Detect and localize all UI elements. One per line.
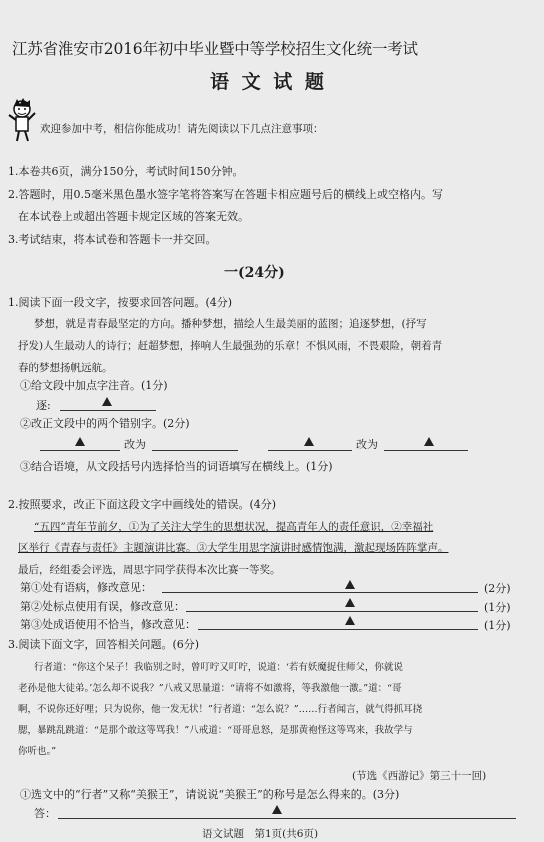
q2-item-1: 第①处有语病，修改意见： (20, 581, 152, 594)
q1-change-label-1: 改为 (124, 438, 146, 451)
q3-passage-line-5: 你听也。” (18, 746, 57, 757)
q2-passage-line-3: 最后，经组委会评选，周思宇同学获得本次比赛一等奖。 (18, 564, 281, 576)
triangle-marker-icon (424, 437, 434, 446)
q2-passage-line-2: 区举行《青春与责任》主题演讲比赛。③大学生用思字演讲时感情饱满，激起现场阵阵掌声。 (18, 542, 449, 554)
triangle-marker-icon (345, 598, 355, 607)
q3-prompt: 3.阅读下面文字，回答相关问题。(6分) (8, 638, 200, 651)
triangle-marker-icon (272, 805, 282, 814)
q2-item-3-blank[interactable] (198, 628, 478, 630)
note-2-cont: 在本试卷上或超出答题卡规定区域的答案无效。 (18, 210, 249, 223)
q3-sub1: ①选文中的“行者”又称“美猴王”，请说说“美猴王”的称号是怎么得来的。(3分) (20, 788, 400, 801)
note-1: 1.本卷共6页，满分150分，考试时间150分钟。 (8, 165, 244, 178)
triangle-marker-icon (304, 437, 314, 446)
triangle-marker-icon (75, 437, 85, 446)
q2-item-3-score: (1分) (484, 619, 511, 632)
q1-prompt: 1.阅读下面一段文字，按要求回答问题。(4分) (8, 296, 233, 309)
q1-passage-line-3: 春的梦想扬帆远航。 (18, 362, 113, 374)
q1-sub2-blank-2[interactable] (152, 449, 238, 451)
q1-sub1-word: 逐: (36, 399, 51, 412)
cartoon-boy-icon (7, 97, 37, 143)
q2-passage-line-1: “五四”青年节前夕，①为了关注大学生的思想状况，提高青年人的责任意识，②幸福社 (34, 521, 434, 533)
q1-sub2-blank-4[interactable] (384, 449, 468, 451)
q2-item-3: 第③处成语使用不恰当，修改意见： (20, 618, 196, 631)
welcome-text: 欢迎参加中考，相信你能成功！请先阅读以下几点注意事项： (40, 123, 324, 135)
q3-source: (节选《西游记》第三十一回) (352, 770, 487, 782)
q2-item-2: 第②处标点使用有误，修改意见： (20, 600, 185, 613)
q1-sub3: ③结合语境，从文段括号内选择恰当的词语填写在横线上。(1分) (20, 460, 333, 473)
q2-item-1-score: (2分) (484, 582, 511, 595)
q1-sub1-blank[interactable] (60, 409, 156, 411)
exam-title: 江苏省淮安市2016年初中毕业暨中等学校招生文化统一考试 (12, 40, 418, 58)
q3-answer-label: 答： (34, 807, 56, 820)
q1-sub2: ②改正文段中的两个错别字。(2分) (20, 417, 190, 430)
note-3: 3.考试结束，将本试卷和答题卡一并交回。 (8, 233, 217, 246)
section-title: 一(24分) (224, 265, 285, 281)
triangle-marker-icon (102, 397, 112, 406)
note-2: 2.答题时，用0.5毫米黑色墨水签字笔将答案写在答题卡相应题号后的横线上或空格内。写 (8, 188, 443, 201)
q1-change-label-2: 改为 (356, 438, 378, 451)
subject-title: 语 文 试 题 (210, 71, 327, 93)
q1-passage-line-1: 梦想，就是青春最坚定的方向。播种梦想，描绘人生最美丽的蓝图；追逐梦想，(抒写 (34, 318, 427, 330)
q2-prompt: 2.按照要求，改正下面这段文字中画线处的错误。(4分) (8, 498, 277, 511)
q2-item-2-blank[interactable] (186, 610, 478, 612)
q3-passage-line-3: 啊，不说你还好哩；只为说你，他一发无状！”行者道：“怎么说？”……行者闻言，就气得抓耳挠 (18, 704, 423, 715)
q1-sub1: ①给文段中加点字注音。(1分) (20, 379, 168, 392)
triangle-marker-icon (345, 580, 355, 589)
q3-passage-line-4: 腮，暴跳乱跳道：“是那个敢这等骂我！”八戒道：“哥哥息怒，是那黄袍怪这等骂来，我故学与 (18, 725, 413, 736)
q1-passage-line-2: 抒发)人生最动人的诗行；赶超梦想，捧响人生最强劲的乐章！不惧风雨，不畏艰险，朝着青 (18, 340, 443, 352)
q3-passage-line-1: 行者道：“你这个呆子！我临别之时，曾叮咛又叮咛，说道：‘若有妖魔捉住师父，你就说 (34, 662, 403, 673)
q2-item-1-blank[interactable] (162, 591, 478, 593)
triangle-marker-icon (345, 616, 355, 625)
page-footer: 语文试题 第1页(共6页) (202, 828, 319, 840)
q2-item-2-score: (1分) (484, 601, 511, 614)
q3-answer-blank[interactable] (58, 817, 516, 819)
q3-passage-line-2: 老孙是他大徒弟。’怎么却不说我？”八戒又思量道：“请将不如激将，等我激他一激。”道：“哥 (18, 683, 402, 694)
q1-sub2-blank-1[interactable] (40, 449, 120, 451)
q1-sub2-blank-3[interactable] (268, 449, 352, 451)
